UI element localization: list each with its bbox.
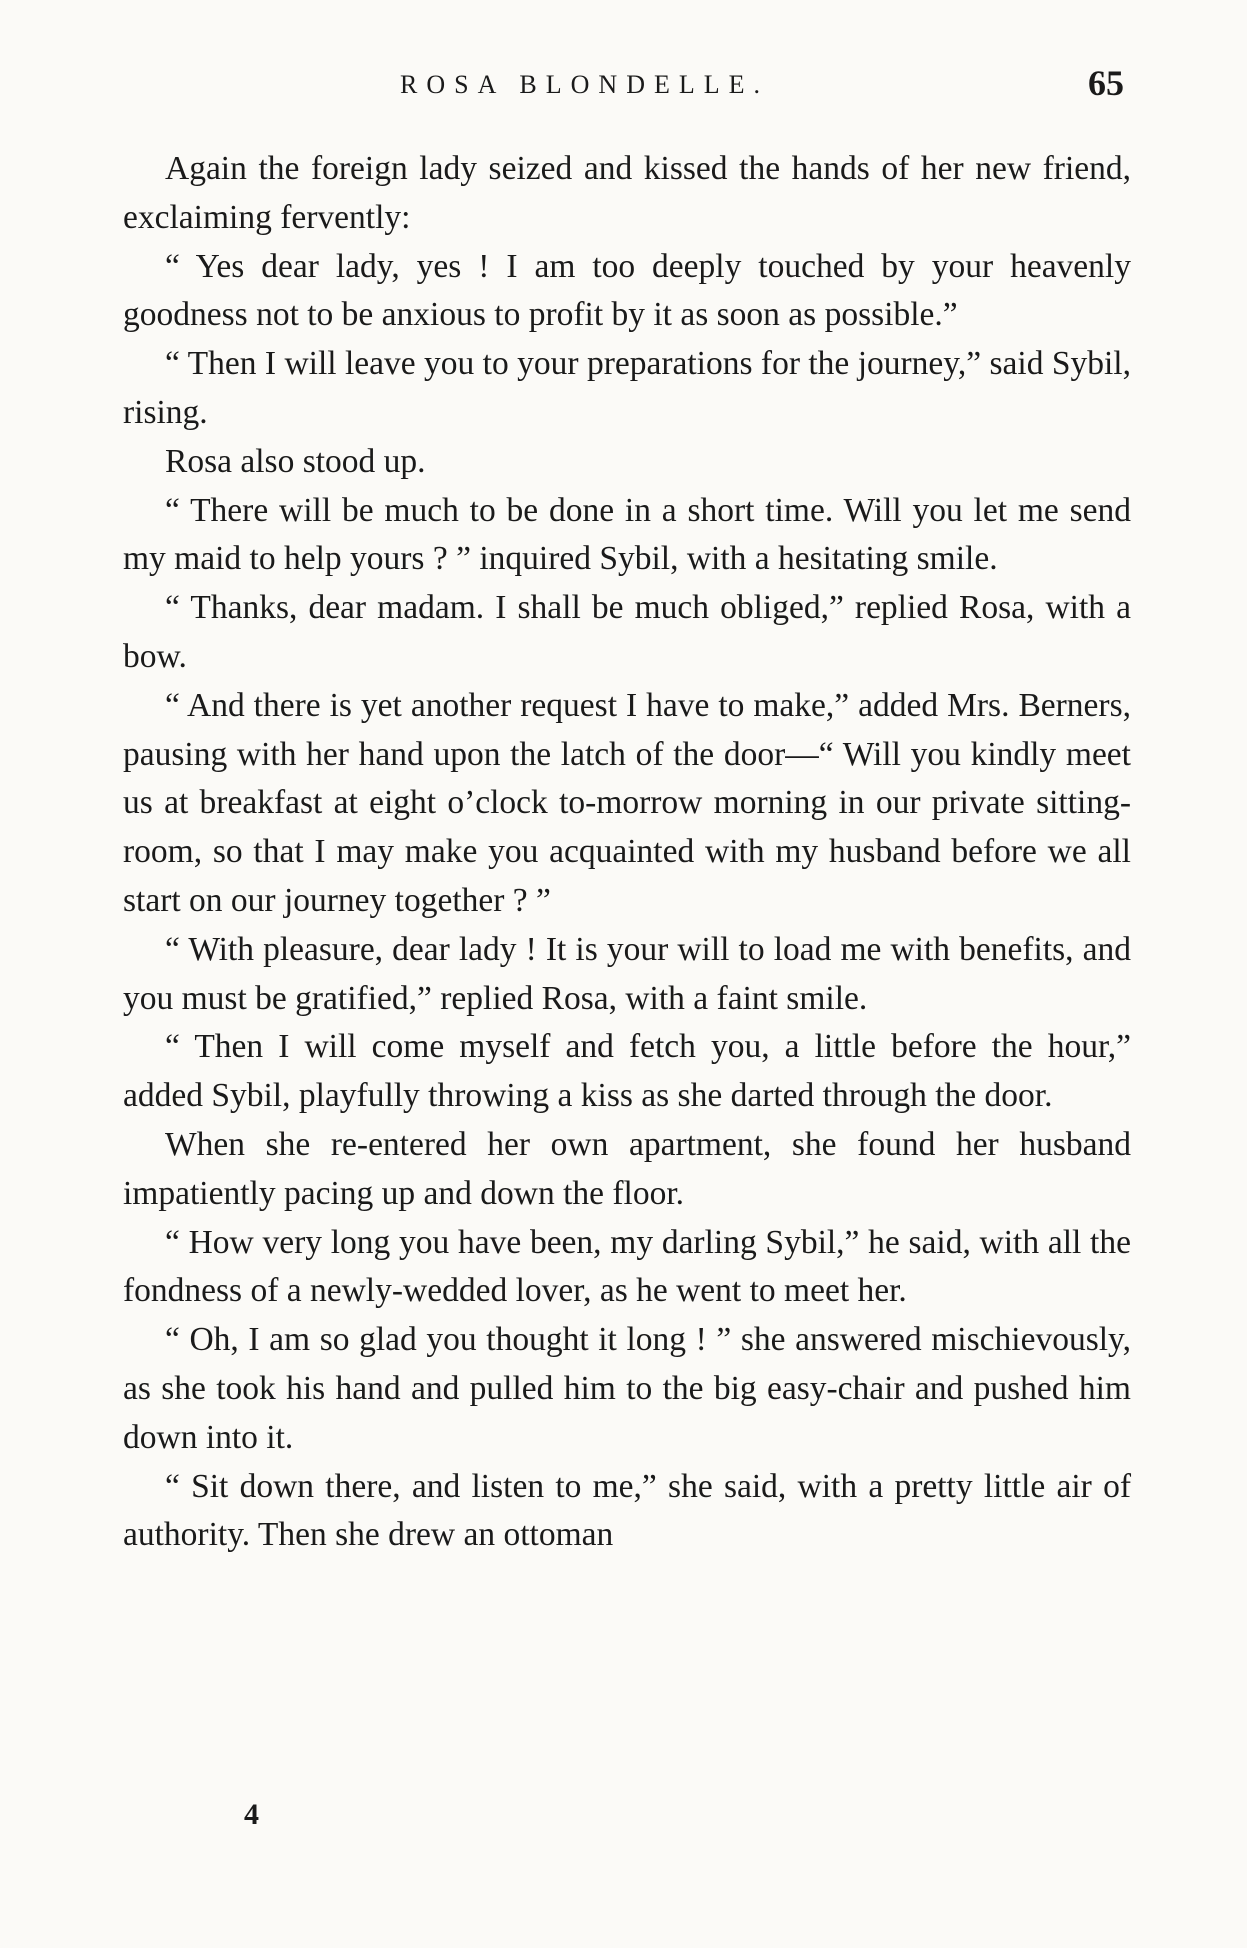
paragraph: Again the foreign lady seized and kissed the hands of her new friend, exclaiming fervently: xyxy=(123,150,1131,236)
paragraph: When she re-entered her own apartment, she found her husband impatiently pacing up and down the floor. xyxy=(123,1125,1131,1212)
paragraph: “ Yes dear lady, yes ! I am too deeply touched by your heavenly goodness not to be anxious to profit by it as soon as possible.” xyxy=(123,247,1131,334)
page-number: 65 xyxy=(1088,63,1124,103)
paragraph: “ Oh, I am so glad you thought it long ! ” she answered mischievously, as she took his hand and pulled him to the big easy-chair and pushed him down into it. xyxy=(123,1321,1131,1456)
body-text xyxy=(123,145,1131,1560)
paragraph: “ Sit down there, and listen to me,” she said, with a pretty little air of authority. Then she drew an ottoman xyxy=(123,1467,1131,1554)
running-title: ROSA BLONDELLE. xyxy=(400,70,769,99)
paragraph: “ How very long you have been, my darling Sybil,” he said, with all the fondness of a newly-wedded lover, as he went to meet her. xyxy=(123,1223,1131,1310)
paragraph: “ Then I will leave you to your preparations for the journey,” said Sybil, rising. xyxy=(123,345,1131,431)
paragraph: Rosa also stood up. xyxy=(165,442,426,480)
paragraph: “ With pleasure, dear lady ! It is your will to load me with benefits, and you must be gratified,” replied Rosa, with a faint smile. xyxy=(123,930,1131,1017)
paragraph: “ There will be much to be done in a short time. Will you let me send my maid to help yours ? ” inquired Sybil, with a hesitating smile. xyxy=(123,491,1131,578)
signature-mark: 4 xyxy=(244,1798,259,1831)
paragraph: “ Thanks, dear madam. I shall be much obliged,” replied Rosa, with a bow. xyxy=(123,589,1131,675)
paragraph: “ Then I will come myself and fetch you, a little before the hour,” added Sybil, playfully throwing a kiss as she darted through the door. xyxy=(123,1028,1131,1115)
running-header xyxy=(0,62,1247,102)
paragraph: “ And there is yet another request I have to make,” added Mrs. Berners, pausing with her hand upon the latch of the door—“ Will you kindly meet us at breakfast at eight o’clock to-morrow morning in our private sitting-room, so that I may make you acquainted with my husband before we all start on our journey together ? ” xyxy=(123,686,1131,919)
